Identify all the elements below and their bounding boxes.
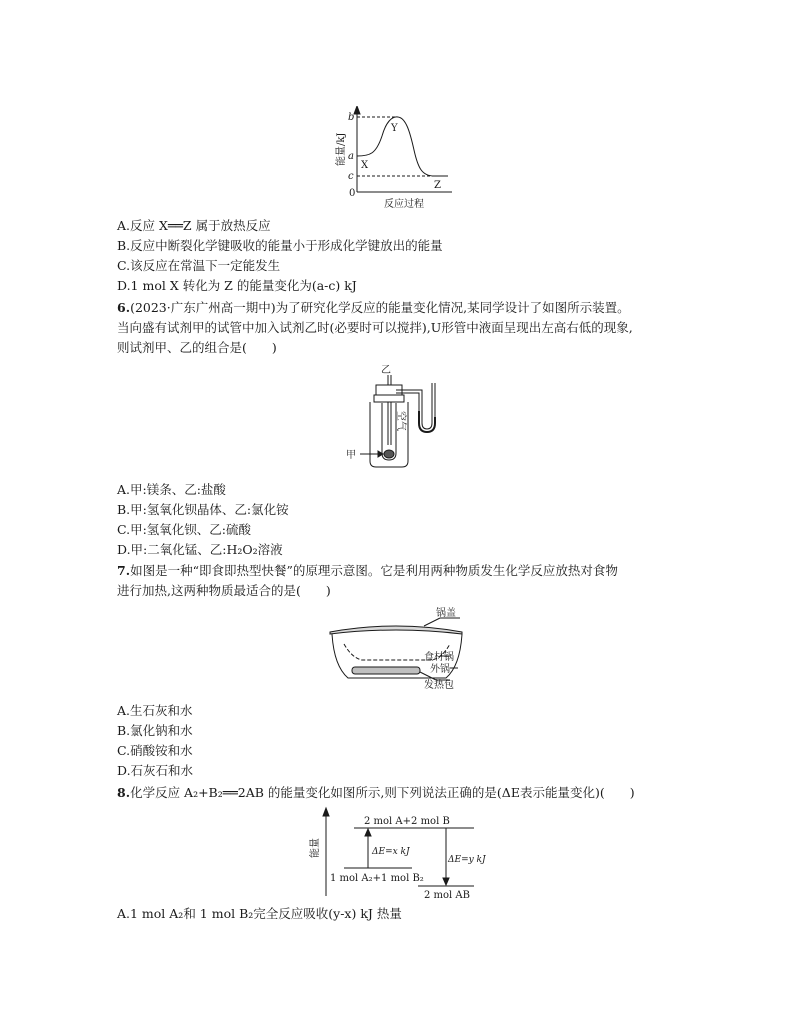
q7-number: 7. — [117, 563, 131, 578]
heating-pack — [352, 667, 420, 674]
y-axis-arrow — [354, 106, 360, 114]
label-origin: 0 — [349, 188, 356, 199]
q6-text-1: (2023·广东广州高一期中)为了研究化学反应的能量变化情况,某同学设计了如图所示装置。 — [130, 300, 630, 315]
q7-stem-line2: 进行加热,这两种物质最适合的是( ) — [117, 583, 331, 598]
q5-option-c: C.该反应在常温下一定能发生 — [117, 258, 281, 273]
q8-number: 8. — [117, 785, 131, 800]
energy-profile-figure — [330, 106, 460, 212]
q7-option-a: A.生石灰和水 — [117, 703, 193, 718]
test-tube-apparatus-figure — [340, 363, 470, 473]
label-Z: Z — [434, 180, 441, 191]
q7-option-b: B.氯化钠和水 — [117, 723, 193, 738]
q6-option-d: D.甲:二氧化锰、乙:H₂O₂溶液 — [117, 542, 283, 557]
q8-stem-line1 — [117, 784, 635, 802]
energy-curve — [357, 117, 448, 176]
q8-text-1: 化学反应 A₂+B₂══2AB 的能量变化如图所示,则下列说法正确的是(ΔE表示能量变化)( ) — [130, 785, 635, 800]
q7-option-c: C.硝酸铵和水 — [117, 743, 193, 758]
q5-option-a: A.反应 X══Z 属于放热反应 — [117, 218, 271, 233]
q6-stem-line2: 当向盛有试剂甲的试管中加入试剂乙时(必要时可以搅拌),U形管中液面呈现出左高右低的现象, — [117, 320, 633, 335]
label-heating-pack: 发热包 — [424, 680, 454, 691]
label-c: c — [348, 171, 354, 182]
pot-lid — [330, 626, 462, 634]
q6-option-a: A.甲:镁条、乙:盐酸 — [117, 482, 226, 497]
q6-stem-line3: 则试剂甲、乙的组合是( ) — [117, 340, 277, 355]
reagent-jia — [384, 450, 394, 458]
q5-option-b: B.反应中断裂化学键吸收的能量小于形成化学键放出的能量 — [117, 238, 443, 253]
label-yi: 乙 — [381, 365, 391, 376]
label-food-pot: 食材锅 — [424, 652, 454, 663]
q7-option-d: D.石灰石和水 — [117, 763, 194, 778]
q6-number: 6. — [117, 300, 131, 315]
q8-option-a: A.1 mol A₂和 1 mol B₂完全反应吸收(y-x) kJ 热量 — [117, 906, 402, 921]
label-delta-x: ΔE=x kJ — [372, 847, 410, 857]
energy-level-diagram — [306, 806, 496, 902]
q6-option-c: C.甲:氢氧化钡、乙:硫酸 — [117, 522, 252, 537]
label-b: b — [348, 112, 355, 123]
label-lid: 锅盖 — [436, 608, 456, 619]
q5-option-d: D.1 mol X 转化为 Z 的能量变化为(a-c) kJ — [117, 278, 357, 293]
label-a: a — [348, 151, 354, 162]
q6-stem-line1 — [117, 299, 630, 317]
y-axis-label: 能量/kJ — [336, 132, 347, 166]
label-energy-axis: 能量 — [310, 838, 321, 858]
label-jia: 甲 — [346, 450, 356, 461]
label-Y: Y — [391, 123, 398, 134]
q7-text-1: 如图是一种“即食即热型快餐”的原理示意图。它是利用两种物质发生化学反应放热对食物 — [130, 563, 618, 578]
label-air: 空气 — [395, 411, 406, 431]
label-right-level: 2 mol AB — [424, 890, 470, 901]
label-outer-pot: 外锅 — [430, 664, 450, 675]
x-axis-label: 反应过程 — [384, 199, 424, 210]
label-X: X — [361, 160, 369, 171]
label-delta-y: ΔE=y kJ — [448, 855, 486, 865]
q7-stem-line1 — [117, 562, 618, 580]
self-heating-meal-figure — [326, 606, 476, 694]
label-left-level: 1 mol A₂+1 mol B₂ — [330, 873, 424, 884]
label-top-level: 2 mol A+2 mol B — [364, 816, 450, 827]
q6-option-b: B.甲:氢氧化钡晶体、乙:氯化铵 — [117, 502, 289, 517]
